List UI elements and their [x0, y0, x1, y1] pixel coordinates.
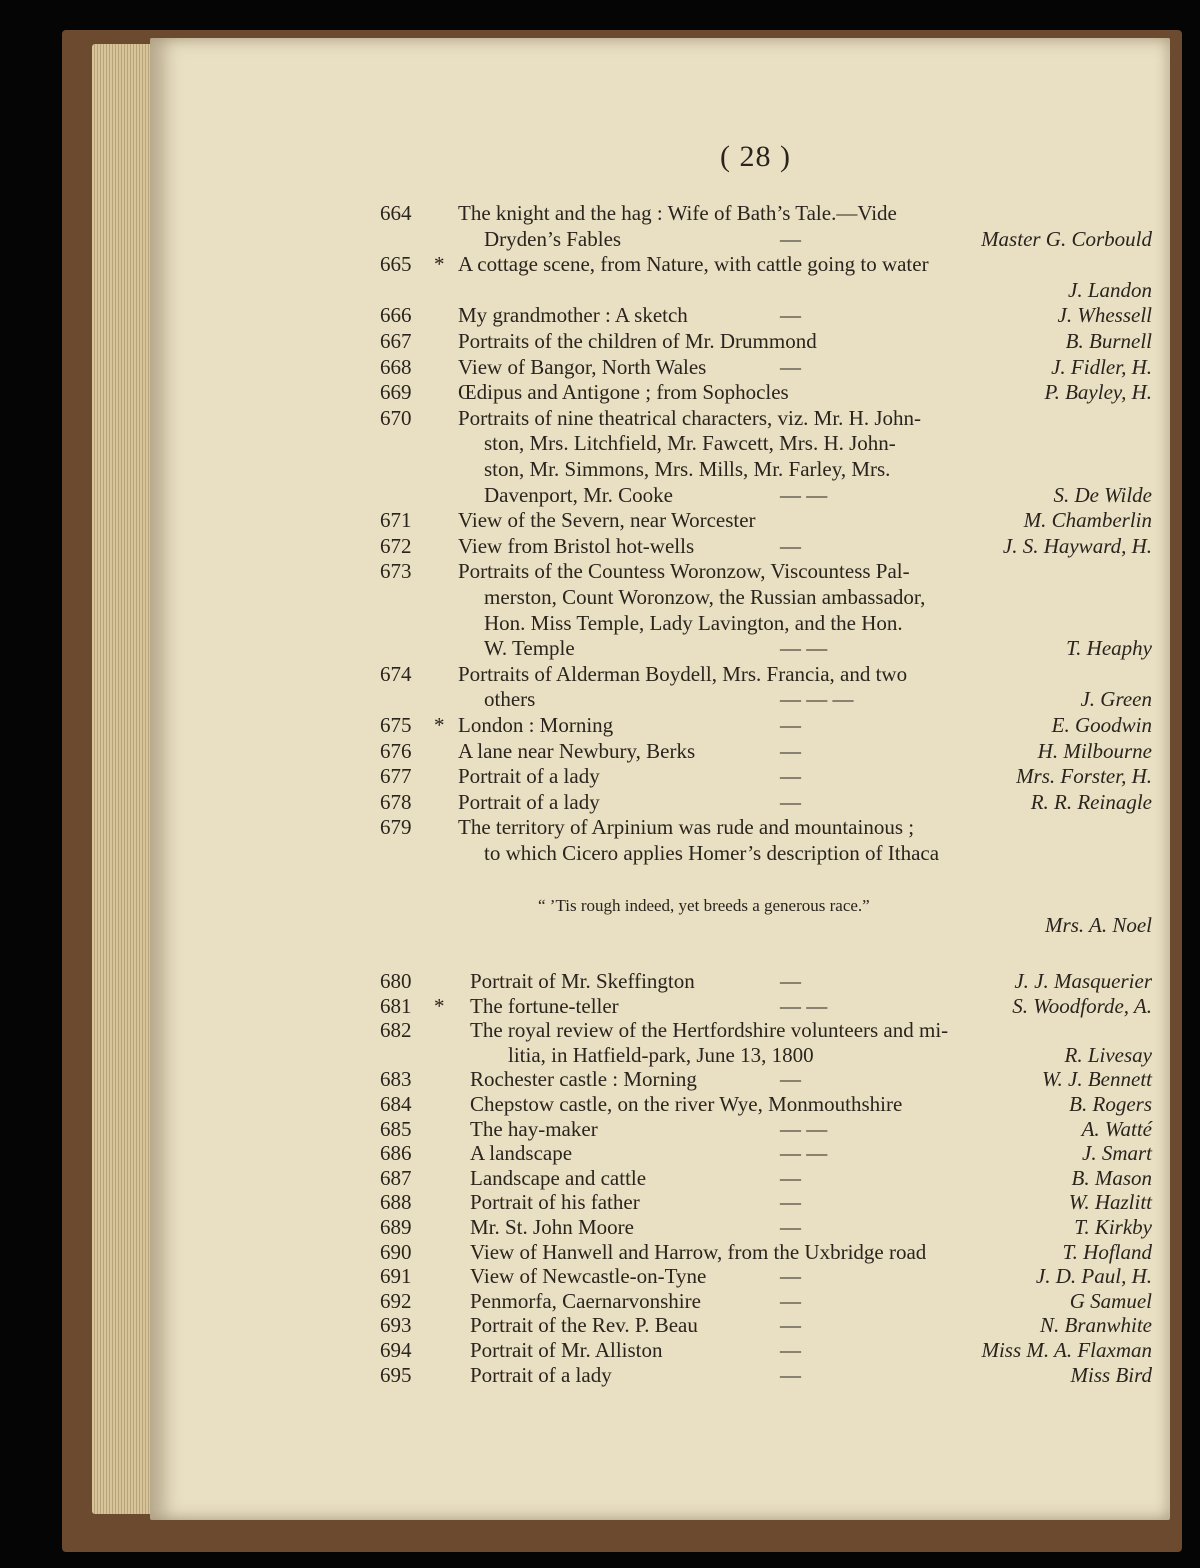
- entry-dash: —: [780, 764, 801, 789]
- entry-number: 683: [380, 1067, 412, 1092]
- catalogue-entry-line: [0, 200, 1200, 226]
- catalogue-entry-line: [0, 1165, 1200, 1191]
- entry-number: 682: [380, 1018, 412, 1043]
- entry-number: 693: [380, 1313, 412, 1338]
- entry-artist: J. Fidler, H.: [1051, 354, 1152, 379]
- entry-dash: — — —: [780, 687, 854, 712]
- entry-star: *: [434, 713, 445, 737]
- entry-title: View of Bangor, North Wales: [458, 354, 707, 379]
- entry-dash: —: [780, 1288, 801, 1313]
- entry-dash: —: [780, 303, 801, 328]
- catalogue-entry-line: [0, 226, 1200, 252]
- entry-artist: Miss M. A. Flaxman: [981, 1338, 1152, 1362]
- entry-number: 675: [380, 713, 412, 737]
- entry-dash: —: [780, 1067, 801, 1092]
- entry-artist: J. Smart: [1082, 1141, 1152, 1166]
- entry-title: A cottage scene, from Nature, with cattle going to water: [458, 252, 929, 277]
- entry-artist: T. Heaphy: [1066, 636, 1152, 661]
- catalogue-entry-line: [0, 763, 1200, 789]
- entry-title: W. Temple: [484, 636, 575, 661]
- entry-artist: Miss Bird: [1070, 1362, 1152, 1387]
- entry-artist: G Samuel: [1069, 1288, 1152, 1313]
- entry-title: Portraits of the Countess Woronzow, Viscountess Pal-: [458, 559, 910, 584]
- entry-artist: H. Milbourne: [1037, 738, 1152, 763]
- catalogue-entry-line: [0, 558, 1200, 584]
- entry-number: 670: [380, 405, 412, 430]
- catalogue-entry-line: [0, 1140, 1200, 1166]
- entry-artist: E. Goodwin: [1051, 713, 1152, 737]
- entry-number: 678: [380, 789, 412, 814]
- entry-artist: J. S. Hayward, H.: [1002, 533, 1152, 558]
- entry-artist: W. J. Bennett: [1041, 1067, 1152, 1092]
- entry-artist: J. Green: [1080, 687, 1152, 712]
- entry-title: Portrait of the Rev. P. Beau: [470, 1313, 698, 1338]
- quotation: “ ’Tis rough indeed, yet breeds a generous race.”: [538, 896, 870, 915]
- catalogue-entry-line: [0, 302, 1200, 328]
- entry-number: 664: [380, 201, 412, 225]
- catalogue-entry-line: [0, 1066, 1200, 1092]
- entry-dash: — —: [780, 993, 828, 1018]
- entry-title: Mr. St. John Moore: [470, 1215, 634, 1239]
- entry-number: 688: [380, 1190, 412, 1215]
- entry-artist: B. Burnell: [1065, 329, 1152, 353]
- entry-dash: —: [780, 533, 801, 558]
- entry-number: 680: [380, 969, 412, 993]
- catalogue-entry-line: [0, 686, 1200, 712]
- catalogue-entry-line: [0, 507, 1200, 533]
- entry-number: 665: [380, 252, 412, 277]
- catalogue-entry-line: [0, 1116, 1200, 1142]
- entry-artist: R. Livesay: [1064, 1042, 1152, 1067]
- entry-title: Portrait of his father: [470, 1190, 640, 1215]
- entry-title: Penmorfa, Caernarvonshire: [470, 1288, 701, 1313]
- entry-title: Portrait of a lady: [470, 1362, 612, 1387]
- catalogue-entry-line: [0, 968, 1200, 994]
- entry-number: 669: [380, 380, 412, 405]
- entry-number: 681: [380, 993, 412, 1018]
- entry-title: Portrait of a lady: [458, 764, 600, 789]
- entry-title: Œdipus and Antigone ; from Sophocles: [458, 380, 789, 405]
- entry-dash: — —: [780, 636, 828, 661]
- entry-title: The royal review of the Hertfordshire volunteers and mi-: [470, 1018, 949, 1043]
- page-number: ( 28 ): [720, 140, 791, 173]
- entry-dash: —: [780, 738, 801, 763]
- entry-dash: — —: [780, 1116, 828, 1141]
- entry-dash: —: [780, 789, 801, 814]
- catalogue-entry-line: [0, 789, 1200, 815]
- entry-title: others: [484, 687, 536, 712]
- catalogue-entry-line: [0, 405, 1200, 431]
- entry-artist: W. Hazlitt: [1068, 1190, 1152, 1215]
- entry-dash: —: [780, 1264, 801, 1289]
- entry-number: 685: [380, 1116, 412, 1141]
- catalogue-entry-line: [0, 661, 1200, 687]
- entry-number: 676: [380, 738, 412, 763]
- catalogue-entry-line: [0, 533, 1200, 559]
- entry-title: ston, Mrs. Litchfield, Mr. Fawcett, Mrs. H. John-: [484, 431, 896, 456]
- entry-title: Landscape and cattle: [470, 1165, 647, 1190]
- entry-artist: R. R. Reinagle: [1030, 789, 1152, 814]
- catalogue-entry-line: [0, 1337, 1200, 1363]
- catalogue-entry-line: [0, 1214, 1200, 1240]
- entry-title: Portrait of Mr. Skeffington: [470, 969, 695, 993]
- entry-artist: A. Watté: [1081, 1116, 1152, 1141]
- catalogue-entry-line: [0, 840, 1200, 866]
- entry-number: 687: [380, 1165, 412, 1190]
- entry-dash: —: [780, 1313, 801, 1338]
- entry-number: 673: [380, 559, 412, 584]
- entry-dash: —: [780, 1215, 801, 1239]
- entry-title: My grandmother : A sketch: [458, 303, 688, 328]
- entry-title: View of Hanwell and Harrow, from the Uxbridge road: [470, 1239, 927, 1264]
- entry-number: 684: [380, 1092, 412, 1116]
- catalogue-entry-line: [0, 328, 1200, 354]
- entry-title: Portraits of nine theatrical characters, viz. Mr. H. John-: [458, 405, 922, 430]
- entry-title: View of the Severn, near Worcester: [458, 508, 756, 533]
- catalogue-entry-line: [0, 1263, 1200, 1289]
- catalogue-entry-line: [0, 993, 1200, 1019]
- entry-artist: T. Kirkby: [1074, 1215, 1152, 1239]
- entry-number: 671: [380, 508, 412, 533]
- entry-dash: —: [780, 354, 801, 379]
- entry-dash: —: [780, 713, 801, 737]
- entry-number: 667: [380, 329, 412, 353]
- catalogue-entry-line: [0, 1042, 1200, 1068]
- entry-title: Portraits of the children of Mr. Drummond: [458, 329, 817, 353]
- entry-dash: —: [780, 1338, 801, 1362]
- catalogue-entry-line: [0, 1239, 1200, 1265]
- entry-artist: Mrs. Forster, H.: [1016, 764, 1152, 789]
- entry-artist: J. D. Paul, H.: [1035, 1264, 1152, 1289]
- entry-number: 666: [380, 303, 412, 328]
- catalogue-entry-line: [0, 712, 1200, 738]
- entry-title: to which Cicero applies Homer’s description of Ithaca: [484, 841, 940, 865]
- entry-number: 691: [380, 1264, 412, 1289]
- entry-artist: B. Rogers: [1069, 1092, 1152, 1116]
- entry-dash: —: [780, 1165, 801, 1190]
- catalogue-entry-line: [0, 1091, 1200, 1117]
- entry-number: 686: [380, 1141, 412, 1166]
- catalogue-entry-line: [0, 456, 1200, 482]
- entry-title: Chepstow castle, on the river Wye, Monmouthshire: [470, 1092, 903, 1116]
- entry-title: View of Newcastle-on-Tyne: [470, 1264, 707, 1289]
- entry-title: The hay-maker: [470, 1116, 598, 1141]
- entry-artist: J. Whessell: [1057, 303, 1152, 328]
- entry-title: The knight and the hag : Wife of Bath’s Tale.—Vide: [458, 201, 897, 225]
- quote-artist-line: [0, 912, 1200, 938]
- entry-artist: J. J. Masquerier: [1014, 969, 1152, 993]
- catalogue-entry-line: [0, 354, 1200, 380]
- entry-title: Portrait of Mr. Alliston: [470, 1338, 663, 1362]
- entry-artist: M. Chamberlin: [1023, 508, 1152, 533]
- entry-number: 694: [380, 1338, 412, 1362]
- entry-dash: —: [780, 1190, 801, 1215]
- catalogue-entry-line: [0, 482, 1200, 508]
- catalogue-entry-line: [0, 814, 1200, 840]
- catalogue-entry-line: [0, 738, 1200, 764]
- catalogue-entry-line: [0, 610, 1200, 636]
- entry-title: Portrait of a lady: [458, 789, 600, 814]
- entry-title: Rochester castle : Morning: [470, 1067, 697, 1092]
- catalogue-entry-line: [0, 430, 1200, 456]
- entry-artist: Master G. Corbould: [981, 226, 1152, 251]
- entry-title: merston, Count Woronzow, the Russian ambassador,: [484, 585, 926, 609]
- entry-number: 674: [380, 661, 412, 686]
- catalogue-entry-line: [0, 1189, 1200, 1215]
- entry-number: 690: [380, 1239, 412, 1264]
- catalogue-entry-line: [0, 277, 1200, 303]
- entry-title: Dryden’s Fables: [484, 226, 622, 251]
- entry-number: 672: [380, 533, 412, 558]
- entry-number: 668: [380, 354, 412, 379]
- catalogue-entry-line: [0, 1362, 1200, 1388]
- catalogue-entry-line: [0, 1288, 1200, 1314]
- entry-title: View from Bristol hot-wells: [458, 533, 695, 558]
- entry-star: *: [434, 993, 445, 1018]
- entry-title: litia, in Hatfield-park, June 13, 1800: [508, 1042, 814, 1067]
- entry-title: The fortune-teller: [470, 993, 619, 1018]
- catalogue-entry-line: [0, 379, 1200, 405]
- quote-artist: Mrs. A. Noel: [1045, 913, 1152, 937]
- catalogue-entry-line: [0, 1017, 1200, 1043]
- entry-artist: N. Branwhite: [1039, 1313, 1152, 1338]
- entry-number: 695: [380, 1362, 412, 1387]
- catalogue-entry-line: [0, 251, 1200, 277]
- entry-title: A lane near Newbury, Berks: [458, 738, 696, 763]
- catalogue-entry-line: [0, 584, 1200, 610]
- entry-artist: P. Bayley, H.: [1044, 380, 1152, 405]
- entry-dash: —: [780, 969, 801, 993]
- entry-dash: — —: [780, 1141, 828, 1166]
- entry-artist: S. De Wilde: [1053, 482, 1152, 507]
- entry-dash: —: [780, 226, 801, 251]
- entry-number: 679: [380, 815, 412, 840]
- entry-title: ston, Mr. Simmons, Mrs. Mills, Mr. Farley, Mrs.: [484, 457, 891, 481]
- entry-number: 692: [380, 1288, 412, 1313]
- catalogue-entry-line: [0, 1312, 1200, 1338]
- catalogue-entry-line: [0, 635, 1200, 661]
- entry-dash: —: [780, 1362, 801, 1387]
- entry-star: *: [434, 252, 445, 277]
- entry-title: Hon. Miss Temple, Lady Lavington, and the Hon.: [484, 610, 903, 635]
- entry-title: The territory of Arpinium was rude and mountainous ;: [458, 815, 915, 840]
- entry-title: London : Morning: [458, 713, 614, 737]
- entry-number: 677: [380, 764, 412, 789]
- entry-dash: — —: [780, 482, 828, 507]
- entry-artist: S. Woodforde, A.: [1012, 993, 1152, 1018]
- entry-title: Portraits of Alderman Boydell, Mrs. Francia, and two: [458, 661, 908, 686]
- entry-artist: T. Hofland: [1062, 1239, 1152, 1264]
- entry-title: Davenport, Mr. Cooke: [484, 482, 673, 507]
- entry-title: A landscape: [470, 1141, 573, 1166]
- entry-artist: J. Landon: [1068, 277, 1152, 302]
- entry-number: 689: [380, 1215, 412, 1239]
- entry-artist: B. Mason: [1071, 1165, 1152, 1190]
